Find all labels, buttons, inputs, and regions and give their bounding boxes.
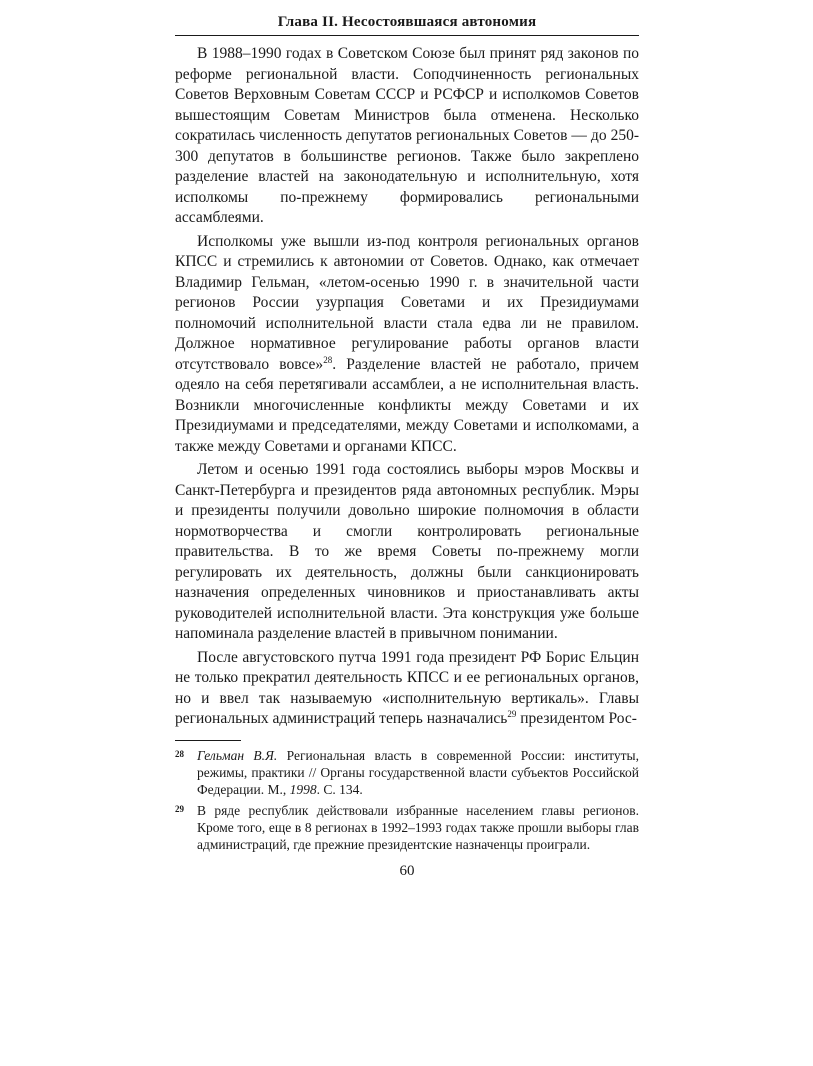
- footnote-text: Гельман В.Я. Региональная власть в современной России: институты, режимы, практики // Органы государственной власти субъектов Российской Федерации. М., 1998. С. 134.: [197, 747, 639, 797]
- footnote-28: [175, 747, 639, 798]
- running-head: Глава II. Несостоявшаяся автономия: [175, 12, 639, 36]
- footnote-ref-28[interactable]: 28: [323, 354, 333, 365]
- footnote-number: 29: [175, 803, 184, 814]
- page-number: 60: [399, 862, 415, 879]
- footnote-29: [175, 802, 639, 853]
- footnote-ref-29[interactable]: 29: [507, 709, 517, 719]
- book-page: [175, 12, 639, 880]
- paragraph-1: В 1988–1990 годах в Советском Союзе был принят ряд законов по реформе региональной власти. Соподчиненность региональных Советов Верховным Советам СССР и РСФСР и исполкомов Советов вышестоящим Советам Министров была отменена. Несколько сократилась численность депутатов региональных Советов — до 250-300 депутатов в большинстве регионов. Также было закреплено разделение властей на законодательную и исполнительную, хотя исполкомы по-прежнему формировались региональными ассамблеями.: [175, 45, 639, 226]
- paragraph-4: После августовского путча 1991 года президент РФ Борис Ельцин не только прекратил деятельность КПСС и ее региональных органов, но и ввел так называемую «исполнительную вертикаль». Главы региональных администраций теперь назначались$^{29}$ президентом Рос-: [175, 648, 639, 727]
- body-text: [175, 44, 639, 730]
- footnote-text: В ряде республик действовали избранные населением главы регионов. Кроме того, еще в 8 регионах в 1992–1993 годах также прошли выборы глав администраций, где прежние президентские назначенцы проиграли.: [197, 802, 639, 852]
- footnote-number: 28: [175, 748, 184, 759]
- footnote-divider: [175, 740, 241, 741]
- paragraph-2: Исполкомы уже вышли из-под контроля региональных органов КПСС и стремились к автономии от Советов. Однако, как отмечает Владимир Гельман, «летом-осенью 1990 г. в значительной части регионов России узурпация Советами и их Президиумами полномочий исполнительной власти стала едва ли не правилом. Должное нормативное регулирование работы органов власти отсутствовало вовсе»$^{28}$. Разделение властей не работало, причем одеяло на себя перетягивали ассамблеи, а не исполнительная власть. Возникли многочисленные конфликты между Советами и их Президиумами и председателями, между Советами и исполкомами, а также между Советами и органами КПСС.: [175, 232, 639, 455]
- paragraph-3: Летом и осенью 1991 года состоялись выборы мэров Москвы и Санкт-Петербурга и президентов ряда автономных республик. Мэры и президенты получили довольно широкие полномочия в области нормотворчества и смогли контролировать региональные правительства. В то же время Советы по-прежнему могли регулировать их деятельность, должны были санкционировать назначения определенных чиновников и приостанавливать акты руководителей исполнительной власти. Эта конструкция уже больше напоминала разделение властей в привычном понимании.: [175, 461, 639, 642]
